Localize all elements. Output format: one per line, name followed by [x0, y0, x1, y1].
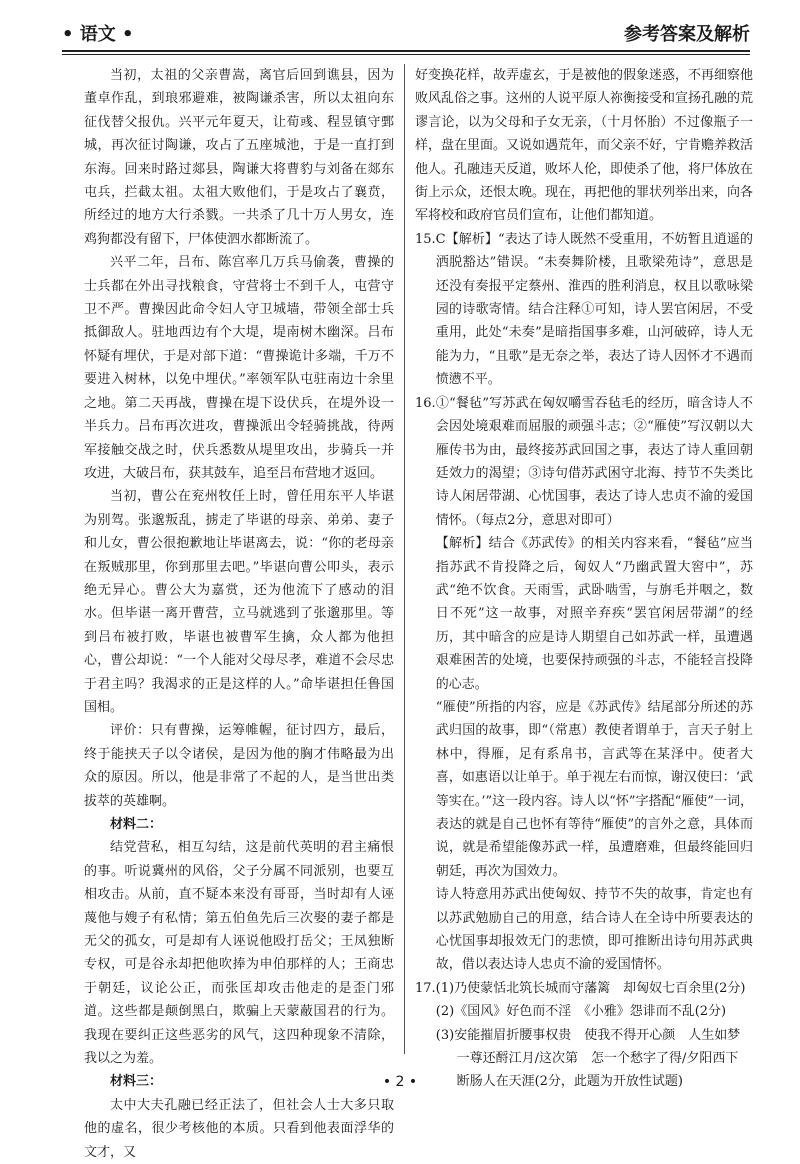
subject-label: • 语文 •	[62, 24, 134, 45]
page-header	[62, 14, 750, 48]
paragraph: 当初，太祖的父亲曹嵩，离官后回到谯县，因为董卓作乱，到琅邪避难，被陶谦杀害，所以太祖向东征伐替父报仇。兴平元年夏天，让荀彧、程昱镇守鄄城，再次征讨陶谦，攻占了五座城池，于是一直打到东海。回来时路过郯县，陶谦大将曹豹与刘备在郯东屯兵，拦截太祖。太祖大败他们，于是攻占了襄贲，所经过的地方大行杀戮。一共杀了几十万人男女，连鸡狗都没有留下，尸体使泗水都断流了。	[84, 68, 394, 247]
paragraph: 当初，曹公在兖州牧任上时，曾任用东平人毕谌为别驾。张邈叛乱，掳走了毕谌的母亲、弟弟、妻子和儿女，曹公很抱歉地让毕谌离去，说：“你的老母亲在叛贼那里，你到那里去吧。”毕谌向曹公叩头，表示绝无异心。曹公大为嘉赏，还为他流下了感动的泪水。但毕谌一离开曹营，立马就逃到了张邈那里。等到吕布被打败，毕谌也被曹军生擒，众人都为他担心，曹公却说：“一个人能对父母尽孝，难道不会尽忠于君主吗？我渴求的正是这样的人。”命毕谌担任鲁国国相。	[84, 489, 394, 715]
material-three-heading: 材料三：	[110, 1074, 163, 1090]
paragraph: 评价：只有曹操，运筹帷幄，征讨四方，最后，终于能挟天子以令诸侯，是因为他的胸才伟略最为出众的原因。所以，他是非常了不起的人，是当世出类拔萃的英雄啊。	[84, 723, 394, 809]
material-two-heading: 材料二：	[110, 817, 163, 832]
answer-15: 15.C【解析】“表达了诗人既然不受重用，不妨暂且逍遥的洒脱豁达”错误。“未奏舞阶楼，且歌梁苑诗”，意思是还没有奏报平定蔡州、淮西的胜利消息，权且以歌咏梁园的诗歌寄情。结合注释①可知，诗人罢官闲居，不受重用，此处“未奏”是暗指国事多难，山河破碎，诗人无能为力，“且歌”是无奈之举，表达了诗人因怀才不遇而愤懑不平。	[415, 231, 753, 388]
paragraph: 结党营私，相互勾结，这是前代英明的君主痛恨的事。听说冀州的风俗，父子分属不同派别，也要互相攻击。从前，直不疑本来没有哥哥，当时却有人诬蔑他与嫂子有私情；第五伯鱼先后三次娶的妻子都是无父的孤女，可是却有人诬说他殴打岳父；王凤独断专权，可是谷永却把他吹捧为申伯那样的人；王商忠于朝廷，议论公正，而张匡却攻击他走的是歪门邪道。这些都是颠倒黑白，欺骗上天蒙蔽国君的行为。我现在要纠正这些恶劣的风气，这四种现象不清除，我以之为羞。	[84, 840, 394, 1067]
paragraph: 兴平二年，吕布、陈宫率几万兵马偷袭，曹操的士兵都在外出寻找粮食，守营将士不到千人，屯营守卫不严。曹操因此命令妇人守卫城墙，带领全部士兵抵御敌人。驻地西边有个大堤，堤南树木幽深。吕布怀疑有埋伏，于是对部下道：“曹操诡计多端，千万不要进入树林，以免中埋伏。”率领军队屯驻南边十余里之地。第二天再战，曹操在堤下设伏兵，在堤外设一半兵力。吕布再次进攻，曹操派出令轻骑挑战，待两军接触交战之时，伏兵悉数从堤里攻出，步骑兵一并攻进，大破吕布，获其鼓车，追至吕布营地才返回。	[84, 255, 394, 481]
page-number: • 2 •	[382, 1074, 418, 1090]
paragraph: 太中大夫孔融已经正法了，但社会人士大多只取他的虚名，很少考核他的本质。只看到他表面浮华的文才，又	[84, 1097, 394, 1160]
right-column	[415, 64, 754, 1090]
header-rule-thin	[62, 54, 750, 55]
header-title: 参考答案及解析	[624, 24, 750, 45]
answer-16: 16.①“餐毡”写苏武在匈奴嚼雪吞毡毛的经历，暗含诗人不会因处境艰难而屈服的顽强斗志；②“雁使”写汉朝以大雁传书为由，最终接苏武回国之事，表达了诗人重回朝廷效力的渴望；③诗句借苏武困守北海、持节不失类比诗人闲居带湖、心忧国事，表达了诗人忠贞不渝的爱国情怀。（每点2分，意思对即可）	[415, 395, 753, 528]
paragraph: 好变换花样，故弄虚玄，于是被他的假象迷惑，不再细察他败风乱俗之事。这州的人说平原人祢衡接受和宣扬孔融的荒谬言论，以为父母和子女无亲，（十月怀胎）不过像瓶子一样，盘在里面。又说如遇荒年，而父亲不好，宁肯赡养救活他人。孔融违天反道，败坏人伦，即使杀了他，将尸体放在街上示众，还恨太晚。现在，再把他的罪状列举出来，向各军将校和政府官员们宣布，让他们都知道。	[415, 68, 754, 224]
answer-17-1: 17.(1)乃使蒙恬北筑长城而守藩篱 却匈奴七百余里(2分)	[415, 980, 746, 996]
answer-17-3-line3: 断肠人在天涯(2分，此题为开放性试题)	[456, 1074, 684, 1090]
column-divider	[404, 64, 405, 1054]
answer-17-3-line2: 一尊还酹江月/这次第 怎一个愁字了得/夕阳西下	[456, 1051, 739, 1067]
answer-17-2: (2)《国风》好色而不淫 《小雅》怨诽而不乱(2分)	[435, 1004, 727, 1020]
answer-16-analysis-3: 诗人特意用苏武出使匈奴、持节不失的故事，肯定也有以苏武勉励自己的用意，结合诗人在全诗中所要表达的心忧国事却报效无门的悲愤，即可推断出诗句用苏武典故，借以表达诗人忠贞不渝的爱国情怀。	[435, 887, 753, 973]
left-column	[84, 64, 394, 1160]
answer-16-analysis-2: “雁使”所指的内容，应是《苏武传》结尾部分所述的苏武归国的故事，即“（常惠）教使者谓单于，言天子射上林中，得雁，足有系帛书，言武等在某泽中。使者大喜，如惠语以让单于。单于视左右而惊，谢汉使曰：‘武等实在。’”这一段内容。诗人以“怀”字搭配“雁使”一词，表达的就是自己也怀有等待“雁使”的言外之意，具体而说，就是希望能像苏武一样，虽遭磨难，但最终能回归朝廷，再次为国效力。	[435, 699, 753, 879]
answer-17-3: (3)安能摧眉折腰事权贵 使我不得开心颜 人生如梦	[435, 1027, 741, 1043]
header-rule	[62, 50, 750, 52]
answer-16-analysis: 【解析】结合《苏武传》的相关内容来看，“餐毡”应当指苏武不肯投降之后，匈奴人“乃幽武置大窖中”，苏武“绝不饮食。天雨雪，武卧啮雪，与旃毛并咽之，数日不死”这一故事，对照辛弃疾“罢官闲居带湖”的经历，其中暗含的应是诗人期望自己如苏武一样，虽遭遇艰难困苦的处境，也要保持顽强的斗志，不能轻言投降的心志。	[435, 536, 753, 692]
